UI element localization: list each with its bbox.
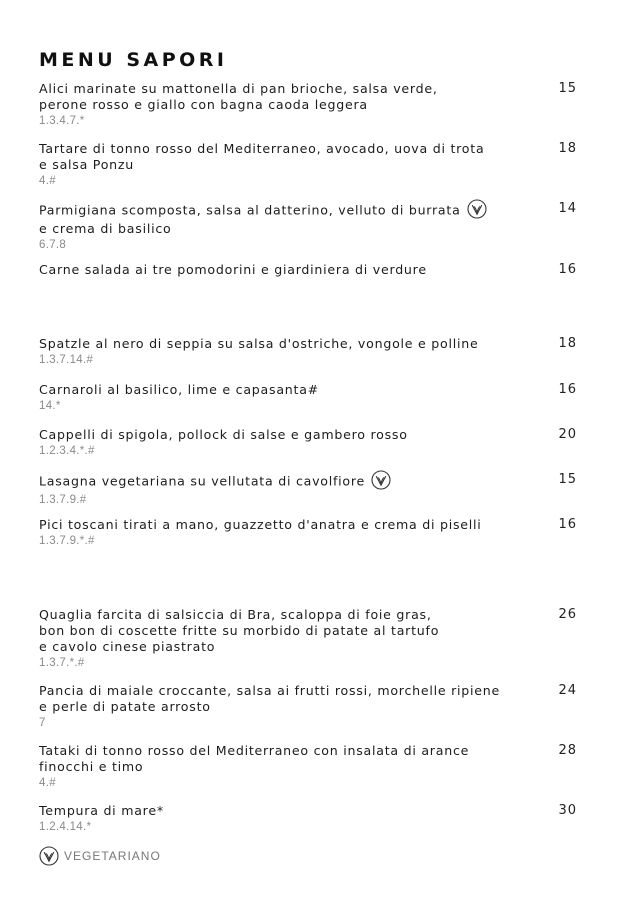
dish-price: 15 <box>558 472 577 487</box>
dish-price: 15 <box>558 81 577 96</box>
dish-price: 24 <box>558 683 577 698</box>
dish-price: 14 <box>558 201 577 216</box>
dish-name: Tempura di mare* <box>39 803 164 818</box>
menu-item <box>39 262 579 278</box>
dish-name-line: e crema di basilico <box>39 221 172 236</box>
menu-item <box>39 683 579 730</box>
menu-item <box>39 201 579 252</box>
dish-name: Pici toscani tirati a mano, guazzetto d'anatra e crema di piselli <box>39 517 482 532</box>
menu-item <box>39 427 579 458</box>
allergen-codes: 1.3.7.14.# <box>39 354 94 366</box>
dish-price: 18 <box>558 141 577 156</box>
menu-title: MENU SAPORI <box>39 49 228 71</box>
allergen-codes: 14.* <box>39 400 61 412</box>
dish-price: 16 <box>558 517 577 532</box>
dish-name: Carnaroli al basilico, lime e capasanta# <box>39 382 319 397</box>
allergen-codes: 7 <box>39 717 46 729</box>
dish-price: 20 <box>558 427 577 442</box>
dish-price: 30 <box>558 803 577 818</box>
dish-name: Quaglia farcita di salsiccia di Bra, scaloppa di foie gras, bon bon di coscette fritte su morbido di patate al tartufo e cavolo cinese piastrato <box>39 607 440 654</box>
menu-item <box>39 141 579 188</box>
vegetarian-legend <box>39 846 161 866</box>
dish-name: Spatzle al nero di seppia su salsa d'ostriche, vongole e polline <box>39 336 479 351</box>
dish-price: 26 <box>558 607 577 622</box>
dish-name-line: Parmigiana scomposta, salsa al datterino, velluto di burrata <box>39 202 461 218</box>
dish-name: Tataki di tonno rosso del Mediterraneo con insalata di arance finocchi e timo <box>39 743 470 774</box>
menu-item <box>39 803 579 834</box>
dish-price: 28 <box>558 743 577 758</box>
menu-item <box>39 382 579 413</box>
menu-item <box>39 81 579 128</box>
dish-name <box>39 472 524 492</box>
dish-name: Alici marinate su mattonella di pan brioche, salsa verde, perone rosso e giallo con bagna caoda leggera <box>39 81 438 112</box>
dish-name: Tartare di tonno rosso del Mediterraneo, avocado, uova di trota e salsa Ponzu <box>39 141 485 172</box>
dish-name: Carne salada ai tre pomodorini e giardiniera di verdure <box>39 262 427 277</box>
menu-item <box>39 607 579 670</box>
menu-item <box>39 517 579 548</box>
allergen-codes: 4.# <box>39 175 56 187</box>
vegetarian-leaf-icon <box>371 470 391 490</box>
allergen-codes: 1.2.4.14.* <box>39 821 92 833</box>
dish-name-line: Lasagna vegetariana su vellutata di cavolfiore <box>39 473 366 489</box>
vegetarian-leaf-icon <box>467 199 487 219</box>
dish-price: 16 <box>558 262 577 277</box>
dish-price: 16 <box>558 382 577 397</box>
dish-name: Cappelli di spigola, pollock di salse e gambero rosso <box>39 427 408 442</box>
menu-item <box>39 336 579 367</box>
allergen-codes: 1.3.4.7.* <box>39 115 85 127</box>
allergen-codes: 1.3.7.9.# <box>39 494 87 506</box>
vegetarian-leaf-icon <box>39 846 59 866</box>
allergen-codes: 1.2.3.4.*.# <box>39 445 95 457</box>
allergen-codes: 1.3.7.*.# <box>39 657 85 669</box>
legend-label: VEGETARIANO <box>64 849 161 863</box>
allergen-codes: 1.3.7.9.*.# <box>39 535 95 547</box>
menu-item <box>39 472 579 507</box>
dish-name <box>39 201 524 237</box>
allergen-codes: 4.# <box>39 777 56 789</box>
dish-name: Pancia di maiale croccante, salsa ai frutti rossi, morchelle ripiene e perle di patate arrosto <box>39 683 500 714</box>
allergen-codes: 6.7.8 <box>39 239 67 251</box>
menu-item <box>39 743 579 790</box>
dish-price: 18 <box>558 336 577 351</box>
